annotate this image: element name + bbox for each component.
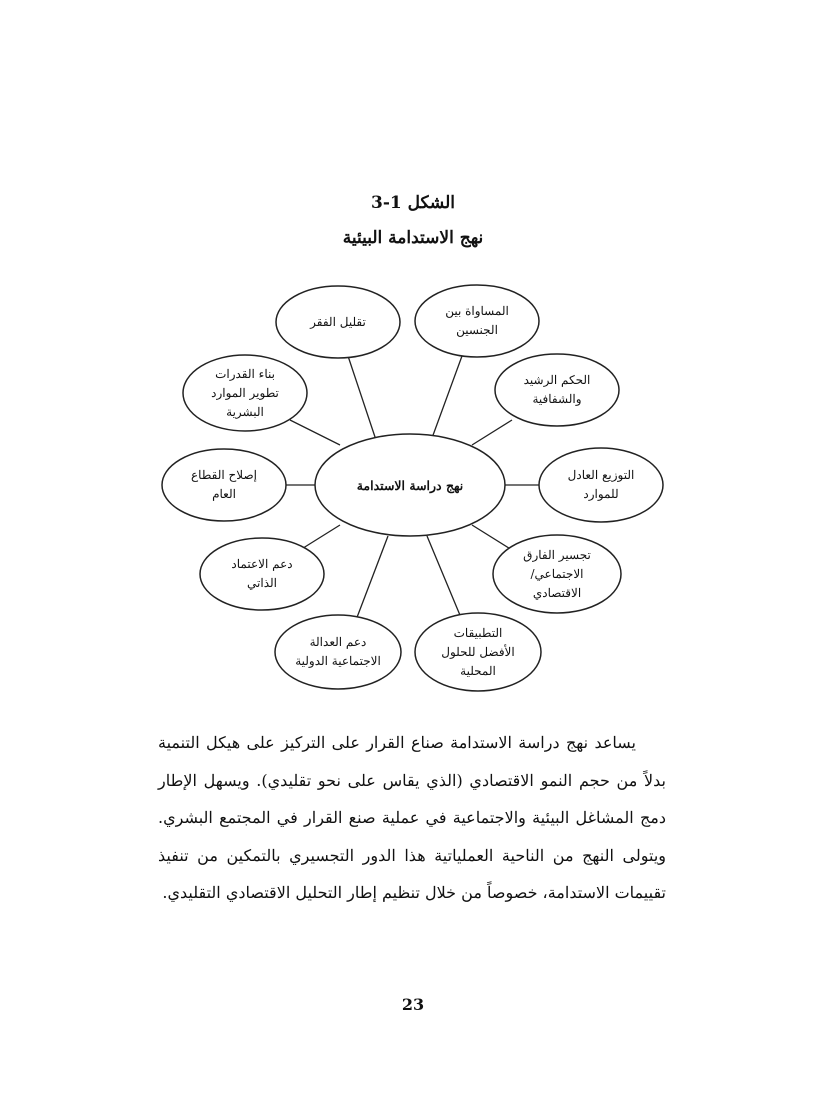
node-gap: تجسير الفارق الاجتماعي/ الاقتصادي	[523, 547, 591, 600]
body-paragraph	[158, 724, 666, 912]
node-poverty: تقليل الفقر	[310, 314, 366, 329]
connector-gender	[432, 356, 462, 438]
body-text: يساعد نهج دراسة الاستدامة صناع القرار على التركيز على هيكل التنمية بدلاً من حجم النمو الاقتصادي (الذي يقاس على نحو تقليدي). ويسهل الإطار دمج المشاغل البيئية والاجتماعية في عملية صنع القرار في المجتمع البشري. ويتولى النهج من الناحية العملياتية هذا الدور التجسيري بالتمكين من تنفيذ تقييمات الاستدامة، خصوصاً من خلال تنظيم إطار التحليل الاقتصادي التقليدي.	[158, 733, 666, 902]
connector-justice	[356, 536, 388, 620]
node-distribution: التوزيع العادل للموارد	[567, 468, 635, 501]
node-selfreliance: دعم الاعتماد الذاتي	[231, 557, 293, 590]
node-justice: دعم العدالة الاجتماعية الدولية	[295, 635, 381, 668]
node-capacity: بناء القدرات تطوير الموارد البشرية	[211, 366, 279, 419]
connector-local	[427, 536, 462, 620]
node-local: التطبيقات الأفضل للحلول المحلية	[441, 625, 515, 678]
connector-poverty	[348, 356, 376, 440]
figure-number: الشكل 1-3	[371, 193, 455, 213]
page-number: 23	[401, 995, 425, 1014]
figure-title: نهج الاستدامة البيئية	[342, 228, 484, 248]
node-publicsector: إصلاح القطاع العام	[191, 468, 257, 501]
node-gender: المساواة بين الجنسين	[445, 304, 509, 337]
node-governance: الحكم الرشيد والشفافية	[523, 373, 591, 406]
center-node-label: نهج دراسة الاستدامة	[356, 477, 464, 493]
